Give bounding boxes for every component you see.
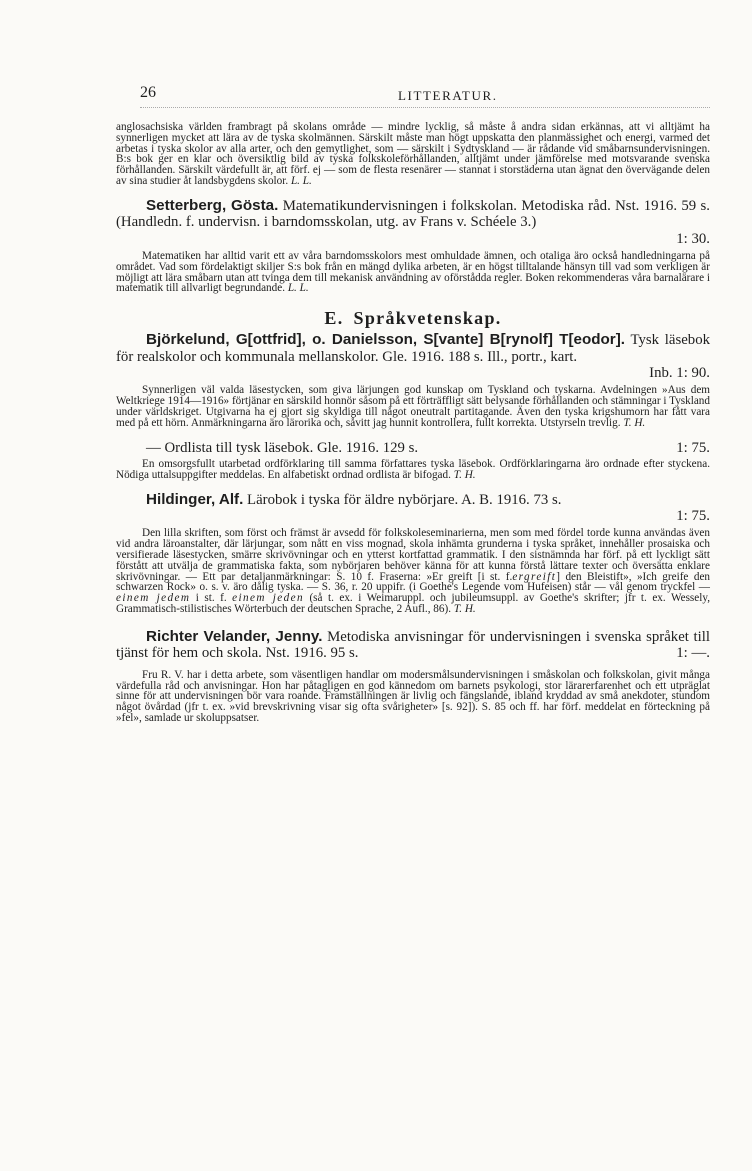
running-header (140, 84, 710, 106)
entry-setterberg (116, 198, 710, 294)
entry-review: Matematiken har alltid varit ett av våra barndomsskolors mest omhuldade ämnen, och otaliga äro också handledningarna på området. Vad som fördelaktigt skiljer S:s bok från en mängd dylika arbeten, är en högst tilltalande hänsyn till vad som verkligen är möjligt att lära småbarn utan att tvinga dem till mekanisk användning av oförstådda regler. Boken rekommenderas våra barnalärare i matematik till allvarligt begrundande. L. L. (116, 249, 710, 295)
bibliographic-entry (116, 440, 710, 457)
entry-review: En omsorgsfullt utarbetad ordförklaring till samma författares tyska läsebok. Ordförklaringarna äro ordnade efter styckena. Nödiga uttalsuppgifter meddelas. En alfabetiskt ordnad ordlista är bifogad. T. H. (116, 458, 710, 481)
reviewer-signature: T. H. (453, 468, 476, 481)
bibliographic-entry (116, 629, 710, 662)
reviewer-signature: T. H. (453, 602, 476, 615)
entry-price: 1: 30. (676, 230, 710, 247)
entry-title: Matematikundervisningen i folkskolan. Metodiska råd. Nst. 1916. 59 s. (Handledn. f. undervisn. i barndomsskolan, utg. av Frans v. Schéele 3.) (116, 197, 710, 231)
entry-author: Hildinger, Alf. (146, 490, 244, 508)
entry-price: 1: 75. (676, 439, 710, 456)
entry-author: Richter Velander, Jenny. (146, 627, 323, 645)
entry-author: Björkelund, G[ottfrid], o. Danielsson, S[vante] B[rynolf] T[eodor]. (146, 331, 625, 349)
entry-price: Inb. 1: 90. (649, 365, 710, 382)
reviewer-signature: L. L. (290, 174, 312, 187)
entry-bjorkelund (116, 332, 710, 428)
entry-title: Lärobok i tyska för äldre nybörjare. A. B. 1916. 73 s. (247, 491, 562, 508)
entry-title: — Ordlista till tysk läsebok. Gle. 1916. 129 s. (146, 439, 419, 456)
entry-title: Tysk läsebok för realskolor och kommunala mellanskolor. Gle. 1916. 188 s. Ill., portr., kart. (116, 332, 710, 365)
entry-review: Den lilla skriften, som först och främst är avsedd för folkskoleseminarierna, men som med fördel torde kunna användas även vid andra läroanstalter, där lärjungar, som nått en viss mognad, skola inhämta grunderna i tyska språket, innehåller prosaiska och versifierade läsestycken, smärre skrivövningar och en ytterst kortfattad grammatik. I den sistnämnda har förf. på ett lyckligt sätt förstått att utvälja de grammatiska fakta, som nybörjaren behöver känna för att kunna förstå lättare texter och översätta enklare skrivövningar. — Ett par detaljanmärkningar: S. 10 f. Fraserna: »Er greift [i st. f.ergreift] den Bleistift», »Ich greife den schwarzen Rock» o. s. v. äro dålig tyska. — S. 36, r. 20 uppifr. (i Goethe's Legende vom Hufeisen) står — vål genom tryckfel — einem jedem i st. f. einem jeden (så t. ex. i Weimaruppl. och jubileumsuppl. av Goethe's skrifter; jfr t. ex. Wessely, Grammatisch-stilistisches Wörterbuch der deutschen Sprache, 2 Aufl., 86). T. H. (116, 527, 711, 615)
page-number: 26 (140, 84, 156, 101)
header-rule (140, 107, 710, 108)
entry-ordlista (116, 440, 710, 481)
intro-review: anglosachsiska världen frambragt på skolans område — mindre lycklig, så måste å andra sidan erkännas, att vi alltjämt ha synnerligen mycket att lära av de tyska skolmännen. Särskilt måste man högt uppskatta den planmässighet och energi, varmed det arbetas i tyska skolor av alla arter, och den gemytlighet, som — särskilt i Sydtyskland — är rådande vid småbarnsundervisningen. B:s bok ger en klar och översiktlig bild av tyska folkskoleförhållanden, alltjämt under jämförelse med motsvarande svenska förhållanden. Särskilt värdefullt är, att förf. ej — som de flesta resenärer — stannat i storstäderna utan ägnat den övervägande delen av sina studier åt landsbygdens skolor. L. L. (116, 121, 710, 187)
reviewer-signature: L. L. (287, 282, 309, 295)
entry-review: Fru R. V. har i detta arbete, som väsentligen handlar om modersmålsundervisningen i småskolan och folkskolan, givit många värdefulla råd och anvisningar. Hon har påtagligen en god kännedom om barnets psykologi, stor lärarerfarenhet och ett utpräglat sinne för att undervisningen bör vara roande. Framställningen är livlig och fängslande, ibland kryddad av små anekdoter, stundom något övårdad (jfr t. ex. »vid brevskrivning visar sig ofta svårigheter» [s. 92]). S. 85 och ff. har förf. meddelat en förteckning på »fel», samlade ur skoluppsatser. (116, 668, 710, 725)
running-title: LITTERATUR. (398, 88, 498, 103)
entry-author: Setterberg, Gösta. (146, 196, 279, 214)
entry-price: 1: —. (676, 645, 710, 662)
bibliographic-entry (116, 198, 710, 231)
section-heading: E. Språkvetenskap. (324, 308, 502, 329)
bibliographic-entry (116, 332, 710, 365)
page-body (116, 122, 710, 724)
entry-hildinger (116, 492, 710, 615)
entry-richter-velander (116, 629, 710, 724)
bibliographic-entry (116, 492, 710, 509)
entry-review: Synnerligen väl valda läsestycken, som giva lärjungen god kunskap om Tyskland och tyskarna. Avdelningen »Aus dem Weltkriege 1914—1916» förtjänar en särskild honnör såsom på ett förträffligt sätt belysande förhållanden och stämningar i Tyskland under världskriget. Utgivarna ha ej gjort sig skyldiga till något oneutralt partitagande. Även den tyska krigshumorn har fått vara med på ett hörn. Anmärkningarna äro lärorika och, såvitt jag hunnit kontrollera, fullt korrekta. Utstyrseln trevlig. T. H. (116, 384, 710, 429)
entry-price: 1: 75. (676, 508, 710, 525)
entry-title: Metodiska anvisningar för undervisningen i svenska språket till tjänst för hem och skola. Nst. 1916. 95 s. (116, 628, 711, 662)
reviewer-signature: T. H. (623, 416, 646, 429)
